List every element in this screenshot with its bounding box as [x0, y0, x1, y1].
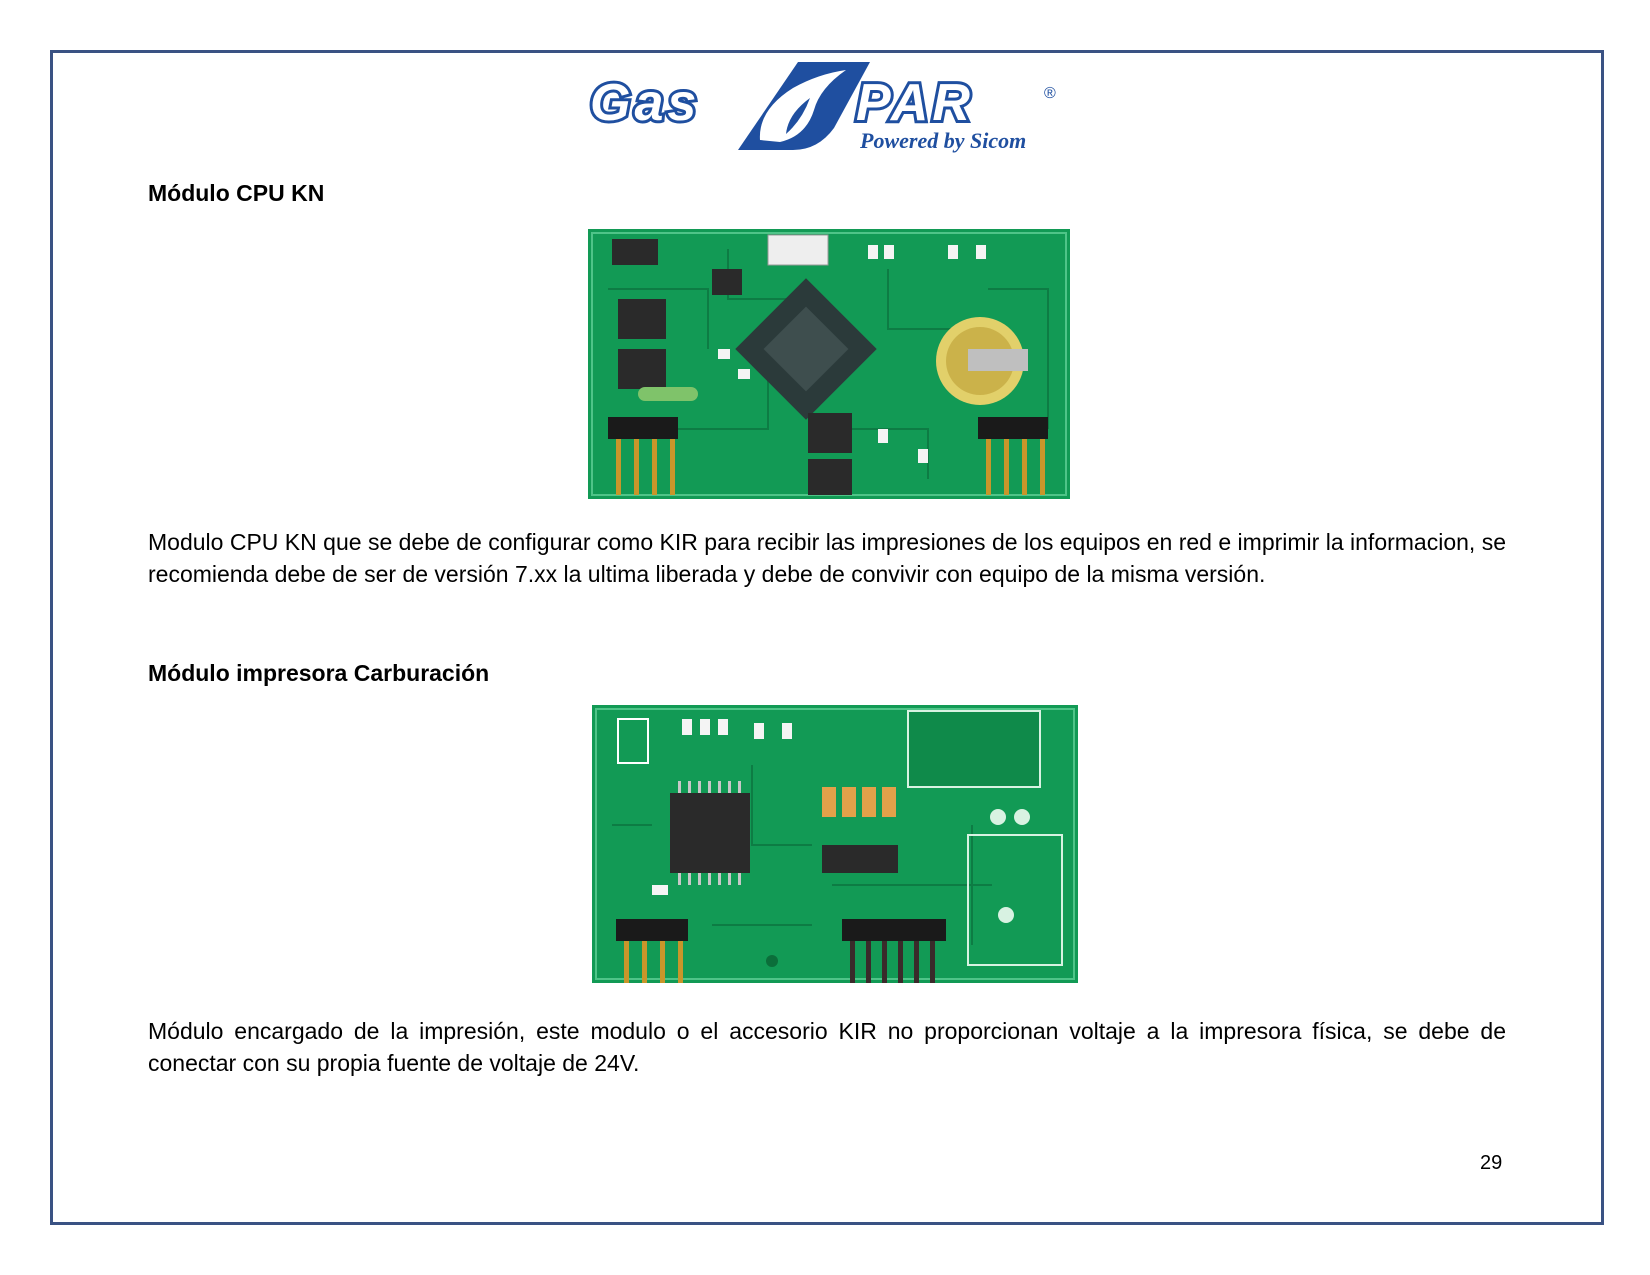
section-heading-printer-module: Módulo impresora Carburación: [148, 660, 490, 686]
section-paragraph-printer-module: Módulo encargado de la impresión, este modulo o el accesorio KIR no proporcionan voltaje a la impresora física, se debe de conectar con su propia fuente de voltaje de 24V.: [148, 1018, 1506, 1076]
logo-brand-left: Gas: [590, 74, 701, 132]
gaspar-logo: [588, 58, 1068, 154]
logo-tagline: Powered by Sicom: [860, 128, 1027, 153]
printer-module-board-photo: [592, 705, 1078, 983]
cpu-kn-board-photo: [588, 229, 1070, 499]
page-number: 29: [1480, 1152, 1503, 1174]
section-paragraph-cpu-kn: Modulo CPU KN que se debe de configurar como KIR para recibir las impresiones de los equipos en red e imprimir la informacion, se recomienda debe de ser de versión 7.xx la ultima liberada y debe de convivir con equipo de la misma versión.: [148, 529, 1506, 587]
section-heading-cpu-kn: Módulo CPU KN: [148, 180, 325, 206]
flame-icon: [738, 62, 870, 150]
logo-brand-right: PAR: [856, 74, 974, 132]
logo-registered-mark: ®: [1044, 85, 1056, 102]
